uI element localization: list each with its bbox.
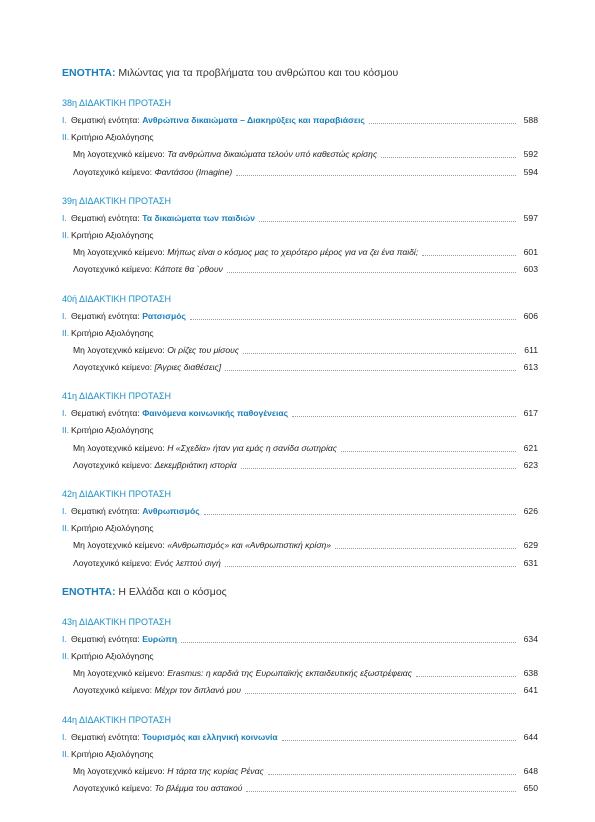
toc-entry[interactable] [62,458,538,475]
page-number: 621 [523,442,538,453]
entry-prefix: Θεματική ενότητα: [71,506,143,516]
entry-prefix: Κριτήριο Αξιολόγησης [71,327,154,338]
dot-leader [241,468,516,469]
entry-text [71,747,154,761]
entry-title: Ανθρωπισμός [142,506,200,516]
entry-title: Ενός λεπτού σιγή [154,557,221,568]
page-number: 606 [523,310,538,321]
entry-text [71,730,278,744]
proposal-section [62,615,538,701]
entry-prefix: Λογοτεχνικό κείμενο: [73,166,155,177]
unit-heading [62,66,538,80]
page-number: 644 [523,731,538,742]
entry-prefix: Μη λογοτεχνικό κείμενο: [73,149,168,160]
entry-title: [Άγριες διαθέσεις] [154,362,222,373]
entry-text [71,211,255,225]
entry-text [73,147,377,161]
entry-title: Μέχρι τον διπλανό μου [154,685,241,696]
entry-prefix: Κριτήριο Αξιολόγησης [71,425,154,436]
entry-prefix: Κριτήριο Αξιολόγησης [71,523,154,534]
dot-leader [227,272,516,273]
toc-entry[interactable] [62,343,538,360]
entry-title: Η «Σχεδία» ήταν για εμάς η σανίδα σωτηρίας [167,442,337,453]
dot-leader [190,319,516,320]
toc-entry [62,130,538,147]
toc-entry[interactable] [62,113,538,130]
dot-leader [243,353,516,354]
entry-text [73,343,239,357]
entry-text [71,113,365,127]
entry-prefix: Μη λογοτεχνικό κείμενο: [73,442,168,453]
entry-prefix: Μη λογοτεχνικό κείμενο: [73,247,168,258]
entry-prefix: Λογοτεχνικό κείμενο: [73,362,155,373]
toc-entry [62,649,538,666]
entry-title: Ανθρώπινα δικαιώματα – Διακηρύξεις και παραβιάσεις [142,115,365,125]
entry-prefix: Μη λογοτεχνικό κείμενο: [73,540,168,551]
entry-text [73,262,223,276]
toc-entry[interactable] [62,538,538,555]
unit-label: ΕΝΟΤΗΤΑ: [62,585,116,598]
toc-entry[interactable] [62,632,538,649]
unit-title: Η Ελλάδα και ο κόσμος [118,585,227,598]
page-number: 634 [523,633,538,644]
dot-leader [422,255,516,256]
entry-title: Τα ανθρώπινα δικαιώματα τελούν υπό καθεστώς κρίσης [167,149,378,160]
entry-text [73,165,232,179]
entry-text [71,228,154,242]
entry-prefix: Κριτήριο Αξιολόγησης [71,132,154,143]
entry-number: II. [62,523,70,534]
dot-leader [204,514,516,515]
entry-text [71,504,200,518]
page-number: 617 [523,408,538,419]
toc-entry[interactable] [62,147,538,164]
proposal-section [62,487,538,573]
entry-text [71,649,154,663]
proposal-heading: 43η ΔΙΔΑΚΤΙΚΗ ΠΡΟΤΑΣΗ [62,616,171,627]
dot-leader [181,642,516,643]
dot-leader [369,123,516,124]
proposal-section [62,713,538,799]
page-number: 629 [523,540,538,551]
page-number: 594 [523,166,538,177]
toc-entry[interactable] [62,245,538,262]
toc-entry [62,228,538,245]
entry-text [71,521,154,535]
dot-leader [292,416,516,417]
unit-label: ΕΝΟΤΗΤΑ: [62,67,116,79]
proposal-heading: 44η ΔΙΔΑΚΤΙΚΗ ΠΡΟΤΑΣΗ [62,714,171,725]
entry-title: «Ανθρωπισμός» και «Ανθρωπιστική κρίση» [167,540,332,551]
dot-leader [416,676,516,677]
entry-title: Δεκεμβριάτικη ιστορία [154,459,237,470]
entry-text [71,130,154,144]
dot-leader [259,221,516,222]
entry-prefix: Θεματική ενότητα: [71,633,143,644]
toc-entry[interactable] [62,262,538,279]
entry-title: Erasmus: η καρδιά της Ευρωπαϊκής εκπαιδευτικής εξωστρέφειας [167,668,412,679]
entry-number: I. [62,506,67,516]
entry-number: II. [62,132,70,143]
entry-title: Τα δικαιώματα των παιδιών [142,212,255,223]
entry-text [71,423,154,437]
proposal-section [62,96,538,182]
page-number: 638 [523,668,538,679]
entry-prefix: Μη λογοτεχνικό κείμενο: [73,765,168,776]
entry-text [71,406,288,420]
entry-text [73,360,221,374]
page-number: 611 [524,344,538,355]
entry-title: Κάποτε θα `ρθουν [154,264,223,275]
toc-entry [62,521,538,538]
page-number: 631 [523,557,538,568]
entry-prefix: Θεματική ενότητα: [71,212,143,223]
entry-text [73,556,221,570]
entry-prefix: Κριτήριο Αξιολόγησης [71,650,154,661]
toc-entry [62,326,538,343]
toc-entry[interactable] [62,730,538,747]
dot-leader [381,157,516,158]
entry-prefix: Λογοτεχνικό κείμενο: [73,264,155,275]
proposal-heading: 42η ΔΙΔΑΚΤΙΚΗ ΠΡΟΤΑΣΗ [62,489,171,499]
dot-leader [341,451,516,452]
toc-entry[interactable] [62,211,538,228]
entry-prefix: Μη λογοτεχνικό κείμενο: [73,344,168,355]
unit-title: Μιλώντας για τα προβλήματα του ανθρώπου και του κόσμου [118,67,399,79]
entry-prefix: Λογοτεχνικό κείμενο: [73,557,155,568]
dot-leader [225,370,516,371]
entry-number: I. [62,115,67,125]
page-number: 601 [523,247,538,258]
dot-leader [225,566,516,567]
toc-entry[interactable] [62,556,538,573]
entry-text [73,458,237,472]
entry-number: I. [62,408,67,419]
table-of-contents [62,66,538,810]
entry-number: II. [62,748,70,759]
entry-title: Οι ρίζες του μίσους [167,344,240,355]
entry-number: II. [62,229,70,240]
dot-leader [335,548,516,549]
entry-title: Ευρώπη [142,633,178,644]
toc-entry[interactable] [62,406,538,423]
entry-number: I. [62,633,67,644]
entry-prefix: Θεματική ενότητα: [71,310,143,321]
proposal-section [62,194,538,280]
page-number: 626 [523,506,538,516]
entry-title: Τουρισμός και ελληνική κοινωνία [142,731,278,742]
entry-text [73,666,412,680]
entry-prefix: Λογοτεχνικό κείμενο: [73,685,155,696]
toc-entry[interactable] [62,165,538,182]
page-number: 592 [523,149,538,160]
dot-leader [282,740,516,741]
entry-title: Φαντάσου (Imagine) [154,166,233,177]
entry-prefix: Κριτήριο Αξιολόγησης [71,748,154,759]
entry-text [71,326,154,340]
proposal-heading: 40ή ΔΙΔΑΚΤΙΚΗ ΠΡΟΤΑΣΗ [62,293,171,304]
proposal-heading: 39η ΔΙΔΑΚΤΙΚΗ ΠΡΟΤΑΣΗ [62,195,171,206]
entry-prefix: Λογοτεχνικό κείμενο: [73,459,155,470]
toc-entry[interactable] [62,666,538,683]
entry-number: II. [62,425,70,436]
entry-text [71,632,177,646]
toc-entry[interactable] [62,781,538,798]
entry-title: Η τάρτα της κυρίας Ρένας [167,765,264,776]
entry-number: II. [62,650,70,661]
entry-text [71,309,186,323]
dot-leader [268,774,516,775]
page-number: 588 [523,115,538,125]
page-number: 641 [523,685,538,696]
page-number: 613 [523,362,538,373]
toc-entry[interactable] [62,309,538,326]
toc-entry [62,747,538,764]
entry-prefix: Λογοτεχνικό κείμενο: [73,783,155,794]
page-number: 650 [523,783,538,794]
entry-title: Το βλέμμα του αστακού [154,783,243,794]
entry-text [73,764,264,778]
entry-number: I. [62,731,67,742]
entry-prefix: Θεματική ενότητα: [71,408,143,419]
dot-leader [245,693,516,694]
entry-text [73,441,337,455]
toc-entry [62,423,538,440]
proposal-heading: 41η ΔΙΔΑΚΤΙΚΗ ΠΡΟΤΑΣΗ [62,391,171,402]
entry-prefix: Θεματική ενότητα: [71,115,143,125]
page-number: 597 [523,212,538,223]
entry-text [73,538,331,552]
page-number: 648 [523,765,538,776]
entry-text [73,781,242,795]
entry-number: I. [62,310,67,321]
page-number: 603 [523,264,538,275]
page-number: 623 [523,459,538,470]
toc-entry[interactable] [62,764,538,781]
entry-title: Ρατσισμός [142,310,186,321]
entry-number: II. [62,327,70,338]
toc-entry[interactable] [62,360,538,377]
toc-entry[interactable] [62,441,538,458]
dot-leader [246,791,516,792]
entry-text [73,683,241,697]
proposal-section [62,292,538,378]
proposal-section [62,389,538,475]
unit-heading [62,585,538,599]
toc-entry[interactable] [62,683,538,700]
entry-title: Μήπως είναι ο κόσμος μας το χειρότερο μέρος για να ζει ένα παιδί; [167,247,419,258]
entry-text [73,245,418,259]
entry-title: Φαινόμενα κοινωνικής παθογένειας [142,408,289,419]
entry-prefix: Κριτήριο Αξιολόγησης [71,229,154,240]
entry-prefix: Θεματική ενότητα: [71,731,143,742]
toc-entry[interactable] [62,504,538,521]
entry-number: I. [62,212,67,223]
entry-prefix: Μη λογοτεχνικό κείμενο: [73,668,168,679]
dot-leader [236,175,516,176]
proposal-heading: 38η ΔΙΔΑΚΤΙΚΗ ΠΡΟΤΑΣΗ [62,98,171,108]
